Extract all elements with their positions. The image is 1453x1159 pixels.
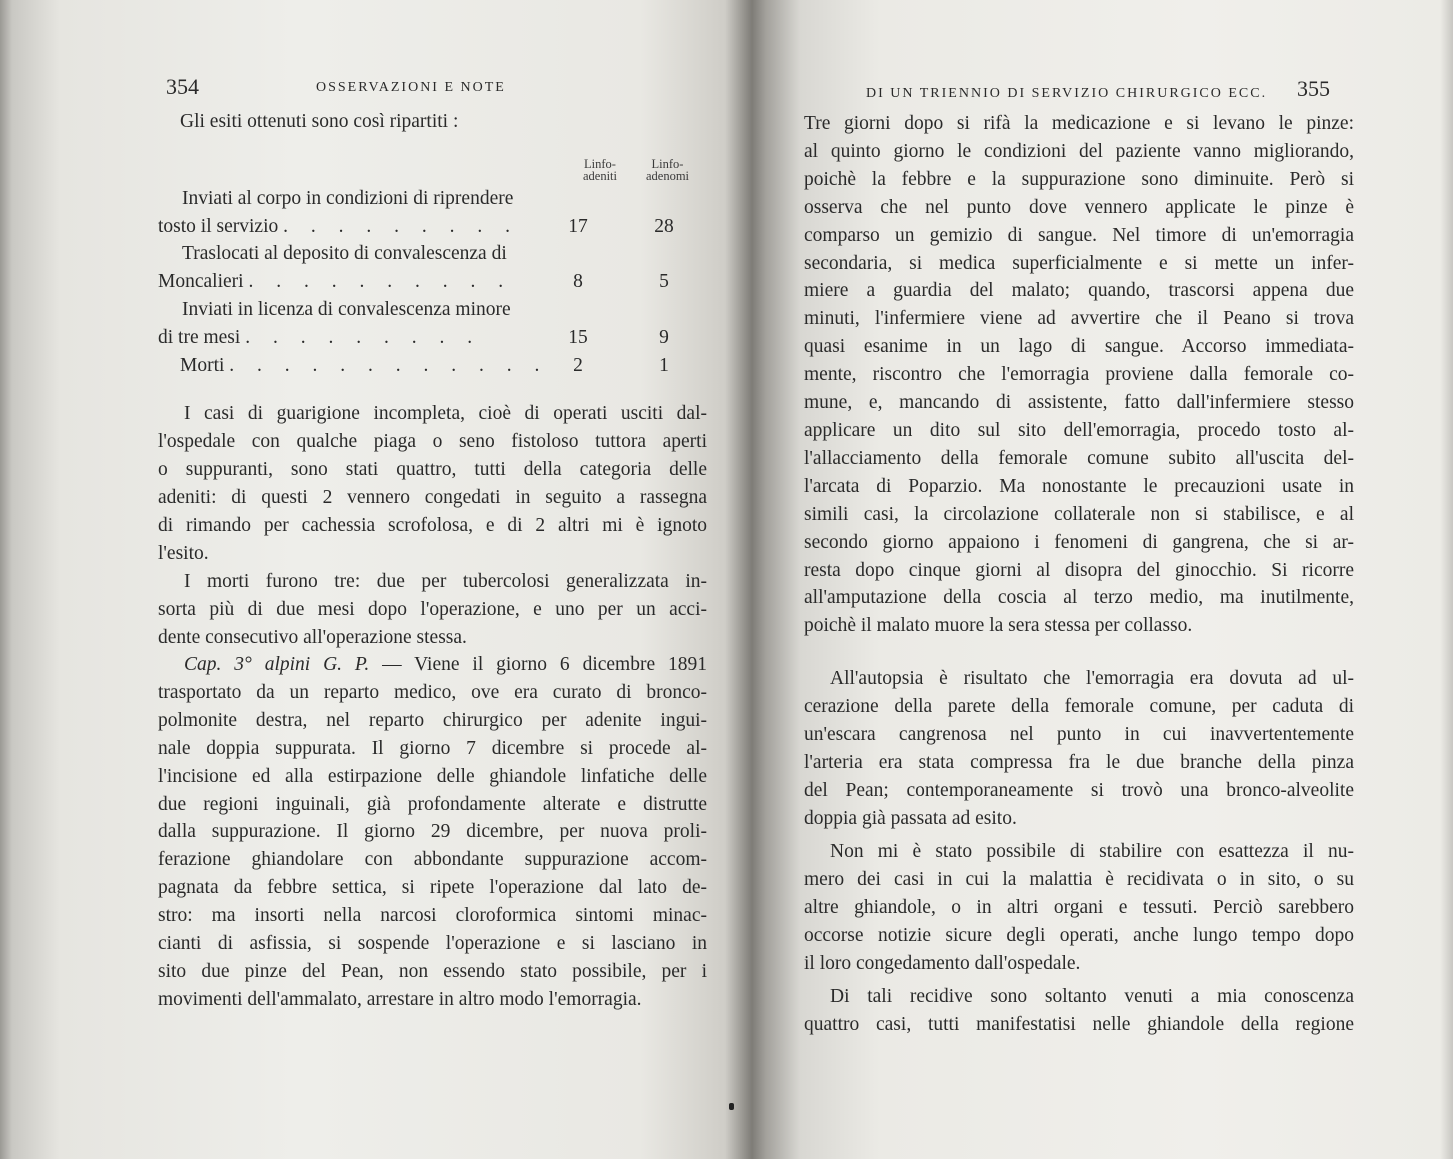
table-cell: 28 <box>654 216 674 237</box>
table-cell: 9 <box>659 327 669 348</box>
paragraph: I morti furono tre: due per tubercolosi generalizzata in- sorta più di due mesi dopo l'operazione, e uno per un acci- dente consecutivo all'operazione stessa. <box>158 571 707 648</box>
intro-line: Gli esiti ottenuti sono così ripartiti : <box>180 111 459 132</box>
table-cell: 15 <box>568 327 588 348</box>
column-header-adeniti: Linfo- adeniti <box>582 157 617 183</box>
page-number-right: 355 <box>1297 76 1330 101</box>
paragraph: Non mi è stato possibile di stabilire con esattezza il nu- mero dei casi in cui la malattia è recidivata o in sito, o su altre ghiandole, o in altri organi e tessuti. Perciò sarebbero occorse notizie sicure degli operati, anche lungo tempo dopo il loro congedamento dall'ospedale. <box>804 841 1354 974</box>
running-head-left: OSSERVAZIONI E NOTE <box>316 80 506 95</box>
table-row: tosto il servizio . . . . . . . . . <box>158 216 519 237</box>
table-cell: 2 <box>573 355 583 376</box>
table-cell: 5 <box>659 271 669 292</box>
paragraph: All'autopsia è risultato che l'emorragia era dovuta ad ul- cerazione della parete della femorale comune, per caduta di un'escara cangrenosa nel punto in cui inavvertentemente l'arteria era stata compressa fra le due branche della pinza del Pean; contemporaneamente si trovò una bronco-alveolite doppia già passata ad esito. <box>804 668 1354 829</box>
table-cell: 17 <box>568 216 588 237</box>
ink-speck <box>729 1103 734 1110</box>
paragraph: Cap. 3° alpini G. P. — Viene il giorno 6 dicembre 1891 trasportato da un reparto medico, ove era curato di bronco- polmonite destra, nel reparto chirurgico per adenite ingui- nale doppia suppurata. Il giorno 7 dicembre si procede al- l'incisione ed alla estirpazione delle ghiandole linfatiche delle due regioni inguinali, già profondamente alterate e distrutte dalla suppurazione. Il giorno 29 dicembre, per nuova proli- ferazione ghiandolare con abbondante suppurazione accom- pagnata da febbre settica, si ripete l'operazione dal lato de- stro: ma insorti nella narcosi cloroformica sintomi minac- cianti di asfissia, si sospende l'operazione e si lasciano in sito due pinze del Pean, non essendo stato possibile, per i movimenti dell'ammalato, arrestare in altro modo l'emorragia. <box>158 654 708 1010</box>
table-row-label: Inviati al corpo in condizioni di riprendere <box>182 188 514 209</box>
table-row-label: Traslocati al deposito di convalescenza di <box>182 243 507 264</box>
table-row: di tre mesi . . . . . . . . . <box>158 327 482 348</box>
paragraph: Di tali recidive sono soltanto venuti a mia conoscenza quattro casi, tutti manifestatisi nelle ghiandole della regione <box>804 986 1354 1035</box>
page-number-left: 354 <box>166 74 199 99</box>
table-cell: 1 <box>659 355 669 376</box>
right-page <box>752 0 1453 1159</box>
table-cell: 8 <box>573 271 583 292</box>
running-head-right: DI UN TRIENNIO DI SERVIZIO CHIRURGICO ECC. <box>866 86 1268 101</box>
column-header-adenomi: Linfo- adenomi <box>645 157 690 183</box>
paragraph: I casi di guarigione incompleta, cioè di operati usciti dal- l'ospedale con qualche piaga o seno fistoloso tuttora aperti o suppuranti, sono stati quattro, tutti della categoria delle adeniti: di questi 2 vennero congedati in seguito a rassegna di rimando per cachessia scrofolosa, e di 2 altri mi è ignoto l'esito. <box>158 403 707 564</box>
paragraph: Tre giorni dopo si rifà la medicazione e si levano le pinze: al quinto giorno le condizioni del paziente vanno migliorando, poichè la febbre e la suppurazione sono diminuite. Però si osserva che nel punto dove vennero applicate le pinze è comparso un gemizio di sangue. Nel timore di un'emorragia secondaria, si medica superficialmente e si mette un infer- miere a guardia del malato; quando, trascorsi appena due minuti, l'infermiere viene ad avvertire che il Peano si trova quasi esanime in un lago di sangue. Accorso immediata- mente, riscontro che l'emorragia proviene dalla femorale co- mune, e, mancando di assistente, fatto dall'infermiere stesso applicare un dito sul sito dell'emorragia, procedo tosto al- l'allacciamento della femorale comune subito all'uscita del- l'arcata di Poparzio. Ma nonostante le precauzioni usate in simili casi, la circolazione collaterale non si stabilisce, e al secondo giorno appaiono i fenomeni di gangrena, che si ar- resta dopo cinque giorni al disopra del ginocchio. Si ricorre all'amputazione della coscia al terzo medio, ma inutilmente, poichè il malato muore la sera stessa per collasso. <box>804 113 1354 637</box>
table-row: Morti . . . . . . . . . . . . <box>180 355 549 376</box>
table-row-label: Inviati in licenza di convalescenza minore <box>182 299 511 320</box>
table-row: Moncalieri . . . . . . . . . . <box>158 271 513 292</box>
